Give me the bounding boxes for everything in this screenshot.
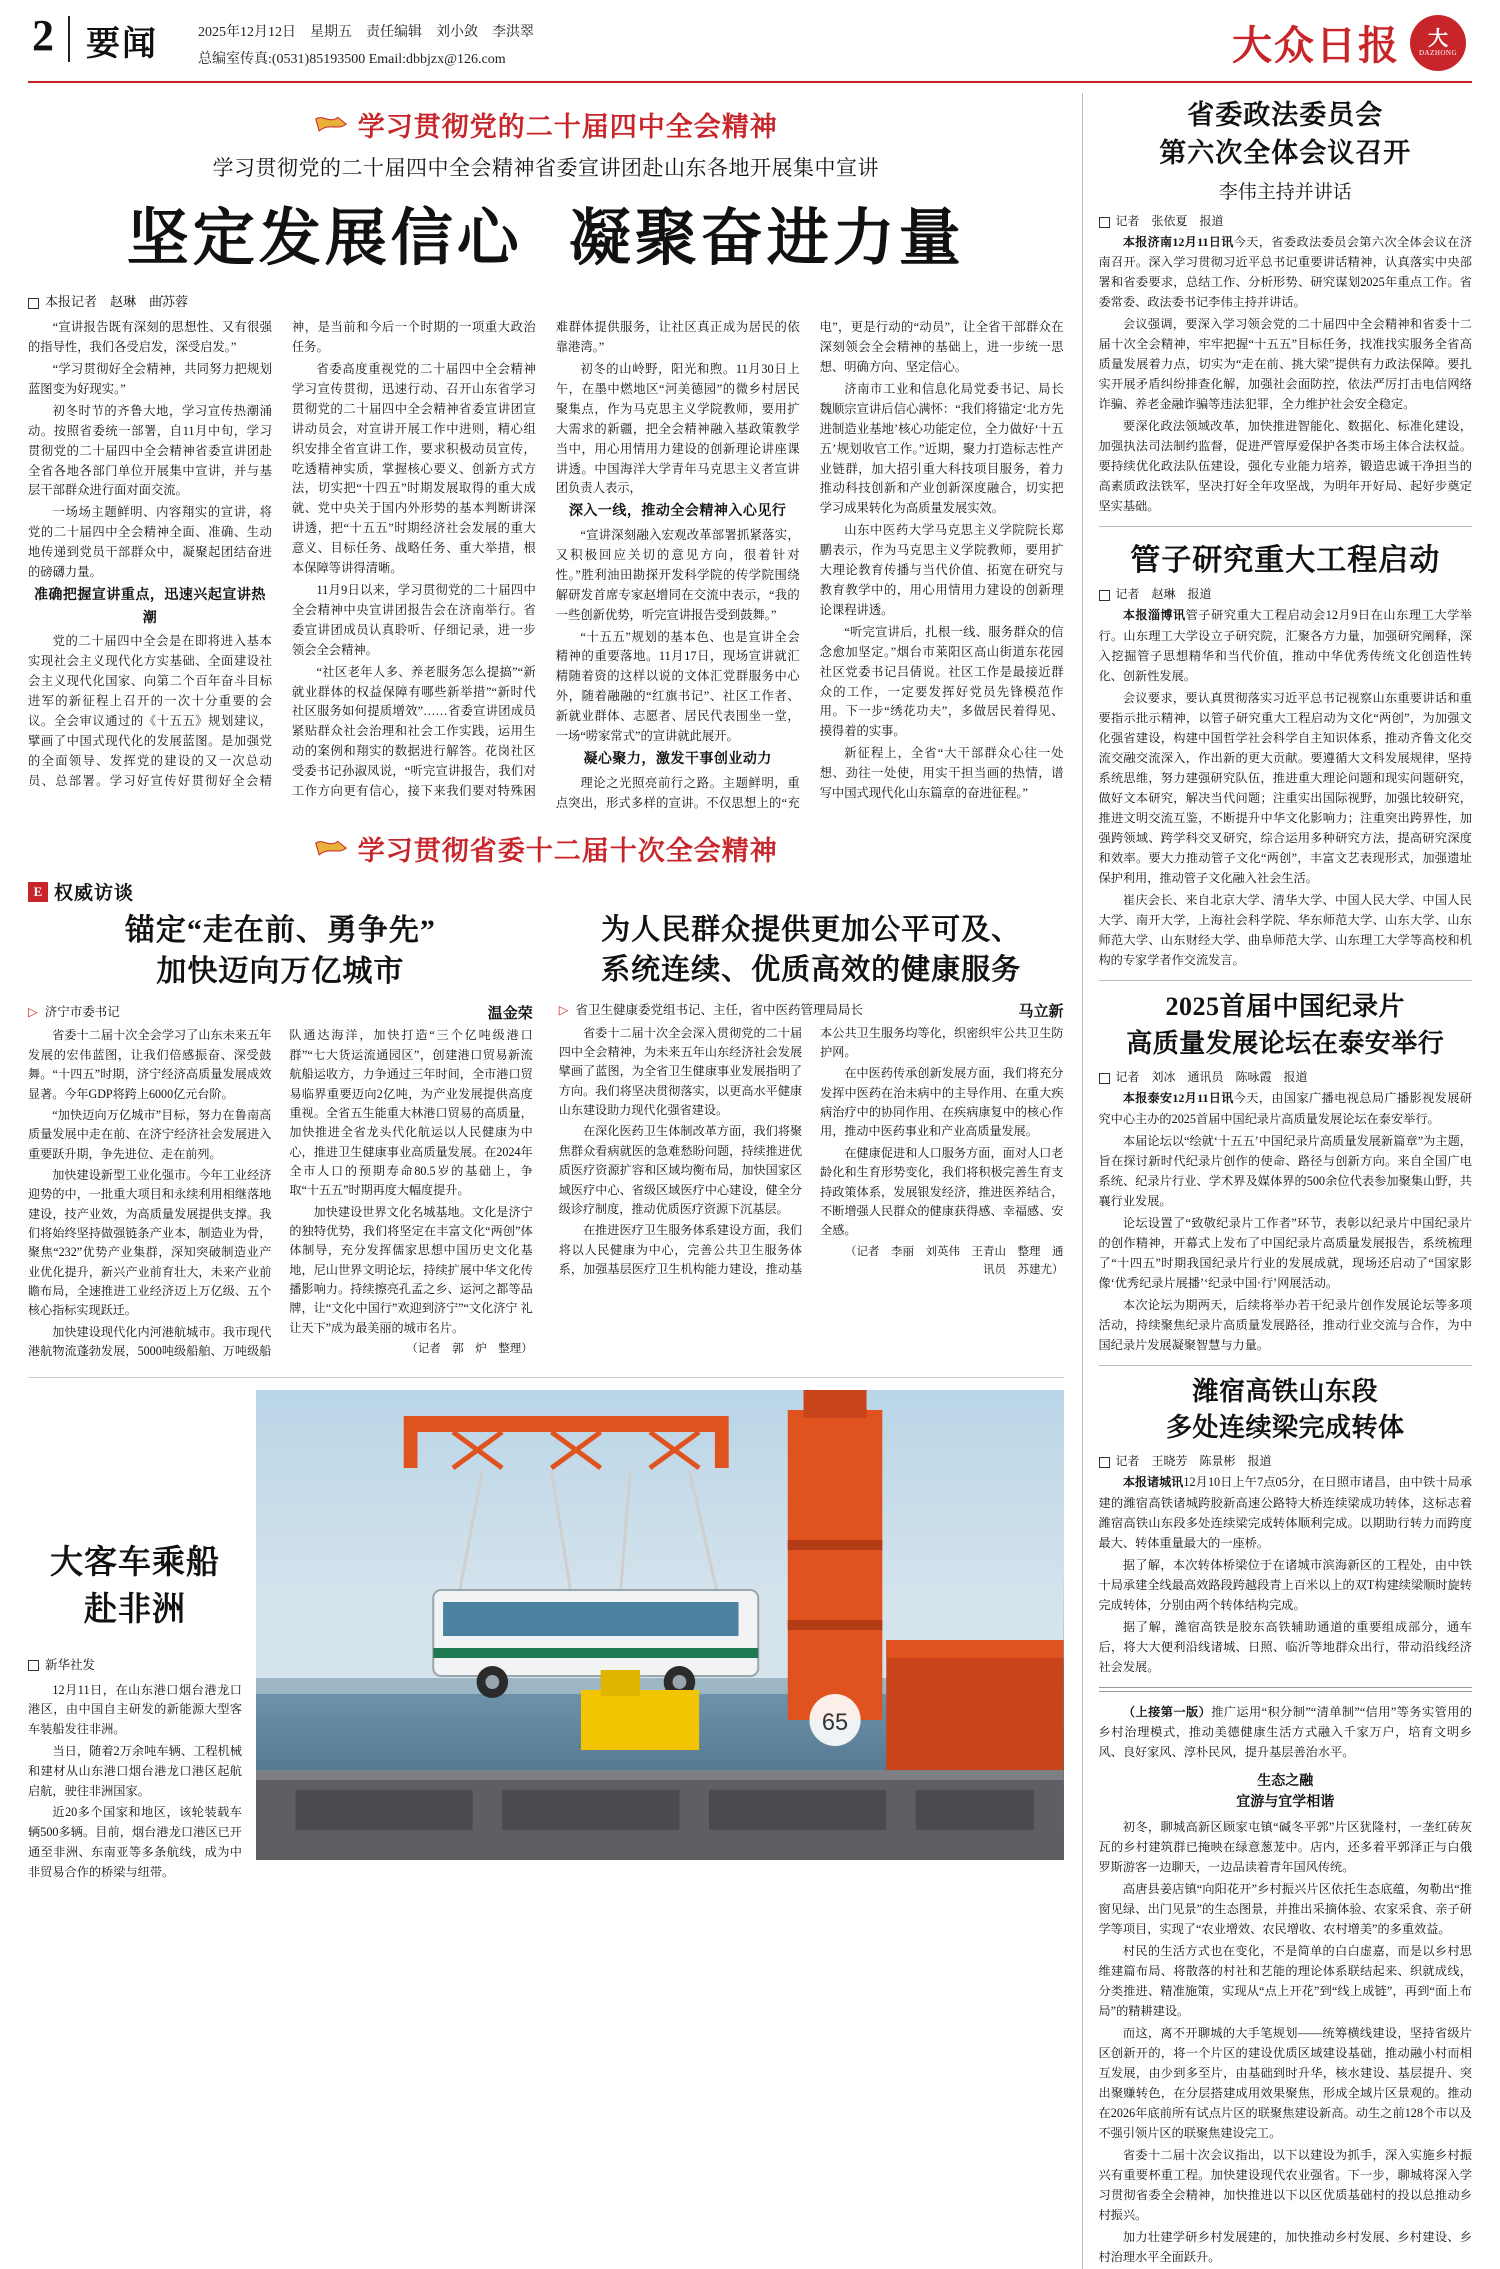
byline-marker-icon — [1099, 1073, 1110, 1084]
interview-paragraph: 在健康促进和人口服务方面，面对人口老龄化和生育形势变化，我们将积极完善生育支持政策体系，发展银发经济，推进医养结合，不断增强人民群众的健康获得感、幸福感、安全感。 — [820, 1145, 1064, 1238]
article5-body — [1099, 1702, 1473, 1762]
divider — [1099, 980, 1473, 981]
brand-logo-icon — [1410, 15, 1466, 71]
article4-title-line2: 多处连续梁完成转体 — [1165, 1412, 1405, 1442]
article4-paragraph — [1099, 1472, 1473, 1553]
article3-title — [1099, 989, 1473, 1062]
photo-title-line1: 大客车乘船 — [50, 1545, 220, 1582]
interview-right-name: 马立新 — [1018, 1003, 1064, 1020]
lead-paragraph: 山东中医药大学马克思主义学院院长郑鹏表示，作为马克思主义学院教师，要用扩大理论教育传播与当代价值、拓宽在研究与教育教学中的，用心用情用力建设的创新理论课程讲透。 — [819, 523, 1064, 617]
article2-paragraph — [1099, 605, 1473, 686]
article1-byline-text: 记者 张依夏 报道 — [1115, 213, 1224, 228]
campaign-banner-1 — [28, 105, 1064, 144]
article5-continued-text: 推广运用“积分制”“清单制”“信用”等务实管用的乡村治理模式，推动美德健康生活方式融入千家万户，培育文明乡风、良好家风、淳朴民风，提升基层善治水平。 — [1098, 1705, 1472, 1760]
ribbon-icon — [314, 114, 348, 136]
news-photo — [256, 1390, 1064, 1860]
lead-paragraph: 初冬的山岭野，阳光和煦。11月30日上午，在墨中燃地区“河美德园”的微乡村居民聚集点，作为马克思主义学院教师，要用扩大需求的新疆，把全会精神融入基政策教学当中，用心用情用力建设的创新理论讲座课讲透。中国海洋大学青年马克思主义者宣讲团负责人表示， — [555, 362, 800, 496]
interview-left — [28, 911, 533, 1361]
lead-paragraph: “听完宣讲后，扎根一线、服务群众的信念愈加坚定。”烟台市莱阳区高山街道东花园社区党委书记吕倩说。社区工作是最接近群众的工作，一定要发挥好党员先锋模范作用。下一步“绣花功夫”，多做居民着得见、摸得着的实事。 — [819, 624, 1064, 739]
photo-caption-body — [28, 1681, 242, 1883]
lead-paragraph: 11月9日以来，学习贯彻党的二十届四中全会精神中央宣讲团报告会在济南举行。省委宣讲团成员认真聆听、仔细记录，进一步领会全会精神。 — [291, 582, 536, 657]
article1-title-line1: 省委政法委员会 — [1187, 100, 1384, 131]
article3-title-line1: 2025首届中国纪录片 — [1165, 992, 1405, 1022]
article4-title — [1099, 1374, 1473, 1447]
article5-paragraph: 村民的生活方式也在变化，不是简单的白白虚嘉，而是以乡村思维建篇布局、将散落的村社和艺能的理论体系联结起来、织就成线，分类推进、精准施策，实现从“点上开花”到“线上成链”，再到“面上布局”的精耕建设。 — [1098, 1944, 1472, 2019]
lead-headline-right: 凝聚奋进力量 — [568, 205, 965, 274]
interview-left-title-line1: 锚定“走在前、勇争先” — [124, 914, 436, 948]
campaign-banner-2-text: 学习贯彻省委十二届十次全会精神 — [357, 836, 778, 867]
interview-paragraph: 加快建设新型工业化强市。今年工业经济迎势的中，一批重大项目和永续利用相继落地建设，技产业效，为高质量发展提供支撑。我们将始终坚持做强链条产业本，制造业为骨，聚焦“232”优势产业集群，深知突破制造业产业优化提升，新兴产业前育壮大，未来产业前瞻布局，全速推进工业经济迈上万亿级、五个核心指标实现跃迁。 — [28, 1167, 272, 1318]
source-marker-icon — [28, 1660, 39, 1671]
interview-right-title-line1: 为人民群众提供更加公平可及、 — [601, 914, 1022, 947]
article3-byline-text: 记者 刘冰 通讯员 陈咏霞 报道 — [1115, 1069, 1308, 1084]
photo-illustration — [256, 1390, 1064, 1860]
lead-paragraph: 党的二十届四中全会是在即将进入基本实现社会主义现代化方实基础、全面建设社会主义现代化国家、向第二个百年奋斗目标进军的新征程上召开的一次十分重要的会议。全会审议通过的《十五五》规划建议，擘画了中国式现代化的发展蓝图。是加强党的全面领导、发挥党的建设的又一次总动员、总部署。学习好宣传好贯彻好全会精神，是当前和今后一个时期的一项重大政治任务。 — [28, 320, 536, 788]
article2-dateline: 本报淄博讯 — [1122, 608, 1186, 623]
interview-paragraph: 加快建设世界文化名城基地。文化是济宁的独特优势，我们将坚定在丰富文化“两创”体体制导，充分发挥儒家思想中国历史文化基地，尼山世界文明论坛，持续扩展中华文化传播影响力。持续擦亮孔孟之乡、运河之都等品牌，让“文化中国行”欢迎到济宁”“文化济宁 礼让天下”成为最美丽的城市名片。 — [289, 1204, 533, 1335]
photo-title-line2: 赴非洲 — [84, 1591, 186, 1628]
article1-lead-text: 今天，省委政法委员会第六次全体会议在济南召开。深入学习贯彻习近平总书记重要讲话精神，认真落实中央部署和省委要求，总结工作、分析形势、研究谋划2025年重点工作。省委常委、政法委书记李伟主持并讲话。 — [1098, 234, 1473, 310]
byline-marker-icon — [1099, 590, 1110, 601]
lead-paragraph: 新征程上，全省“大干部群众心往一处想、劲往一处使，用实干担当画的热情，谱写中国式现代化山东篇章的奋进征程。” — [819, 746, 1064, 801]
lead-paragraph: “宣讲报告既有深刻的思想性、又有很强的指导性，我们各受启发，深受启发。” — [28, 320, 272, 355]
photo-caption — [28, 1390, 256, 1884]
article3-byline — [1099, 1068, 1473, 1085]
lead-subhead: 深入一线，推动全会精神入心见行 — [568, 504, 787, 520]
lead-paragraph: “十五五”规划的基本色、也是宣讲全会精神的重要落地。11月17日，现场宣讲就汇精随着资的这样以说的文体汇党群服务中心外，随着融融的“红旗书记”、社区工作者、新就业群体、志愿者、居民代表围坐一堂，一场“唠家常式”的宣讲就此展开。 — [555, 629, 800, 744]
interview-left-role: 济宁市委书记 — [44, 1005, 120, 1020]
interview-right-title-line2: 系统连续、优质高效的健康服务 — [601, 953, 1022, 986]
interview-tag-label: 权威访谈 — [54, 883, 135, 905]
lead-paragraph: “社区老年人多、养老服务怎么提搞”“新就业群体的权益保障有哪些新举措”“新时代社区服务如何提质增效”……省委宣讲团成员紧贴群众社会治理和社会工作实践，运用生动的案例和翔实的数据进行解答。花岗社区受委书记孙淑凤说，“听完宣讲报告，我们对工作方向更有信心，接下来我们要对特殊困难群体提供服务，让社区真正成为居民的依靠港湾。” — [291, 320, 800, 799]
article2-paragraph: 崔庆会长、来自北京大学、清华大学、中国人民大学、中国人民大学、南开大学，上海社会科学院、华东师范大学、山东大学、山东师范大学、山东财经大学、曲阜师范大学、山东理工大学等高校和机构的专家学者作交流发言。 — [1098, 893, 1472, 968]
contact-line: 总编室传真:(0531)85193500 Email:dbbjzx@126.com — [198, 51, 506, 67]
interview-paragraph: 在深化医药卫生体制改革方面，我们将聚焦群众看病就医的急难愁盼问题，持续推进优质医疗资源扩容和区域均衡布局，加快国家区域医疗中心、省级区域医疗中心建设，健全分级诊疗制度，推动优质医疗资源下沉基层。 — [558, 1124, 803, 1216]
interview-left-body — [28, 1026, 533, 1361]
photo-paragraph: 当日，随着2万余吨车辆、工程机械和建材从山东港口烟台港龙口港区起航启航，驶往非洲国家。 — [28, 1743, 242, 1798]
article2-title: 管子研究重大工程启动 — [1130, 544, 1441, 578]
article1-subtitle: 李伟主持并讲话 — [1218, 181, 1352, 203]
lead-paragraph: 初冬时节的齐鲁大地，学习宣传热潮涌动。按照省委统一部署，自11月中旬，学习贯彻党的二十届四中全会精神省委宣讲团赴全省各地各部门单位开展集中宣讲，并与基层干部群众进行面对面交流。 — [28, 403, 272, 498]
divider — [1099, 526, 1473, 527]
lead-paragraph: 一场场主题鲜明、内容翔实的宣讲，将党的二十届四中全会精神全面、准确、生动地传递到党员干部群众中，凝聚起团结奋进的磅礴力量。 — [28, 505, 272, 580]
article5-paragraph: 省委十二届十次会议指出，以下以建设为抓手，深入实施乡村振兴有重要杯重工程。加快建设现代农业强省。下一步，聊城将深入学习贯彻省委全会精神，加快推进以下以区优质基础村的投以总推动乡村振兴。 — [1098, 2148, 1472, 2223]
campaign-banner-2 — [28, 829, 1064, 868]
bullet-icon: ▷ — [558, 1002, 569, 1017]
interview-right-role: 省卫生健康委党组书记、主任，省中医药管理局局长 — [575, 1002, 864, 1017]
article4-lead-text: 12月10日上午7点05分，在日照市诸昌，由中铁十局承建的潍宿高铁诸城跨胶新高速公路特大桥连续梁成功转体，这标志着潍宿高铁山东段多处连续梁完成转体顺利完成。以期助行转力而跨度最大、转体重量最大的一座桥。 — [1098, 1475, 1472, 1551]
article1-title — [1099, 97, 1473, 173]
article3-body — [1099, 1088, 1473, 1355]
brand-badge-top: 大 — [1428, 27, 1448, 50]
lead-subhead: 准确把握宣讲重点，迅速兴起宣讲热潮 — [33, 587, 266, 626]
ribbon-icon — [314, 838, 348, 860]
article5-paragraph: 而这，离不开聊城的大手笔规划——统筹横线建设，坚持省级片区创新开的，将一个片区的建设优质区域建设基础，推动融小村而相互发展，由少到多至片，由基础到时升华，核水建设、基层提升、突出聚赚转色，在分层搭建成用效果聚焦，形成全域片区景观的。推动在2026年底前所有试点片区的联聚焦建设新高。动生之前128个市以及不强引领片区的联聚焦建设完工。 — [1098, 2026, 1472, 2141]
article1-paragraph: 会议强调，要深入学习领会党的二十届四中全会精神和省委十二届十次全会精神，牢牢把握“十五五”目标任务，找准找实服务全省高质量发展着力点，切实为“走在前、挑大梁”提供有力政法保障。要扎实开展矛盾纠纷排查化解，加强社会面防控，依法严厉打击电信网络诈骗、养老金融诈骗等违法犯罪，全力维护社会安全稳定。 — [1098, 317, 1472, 412]
lead-headline-left: 坚定发展信心 — [126, 205, 523, 274]
masthead — [28, 0, 1472, 83]
lead-headline — [28, 188, 1064, 277]
interview-left-name: 温金荣 — [487, 1006, 533, 1023]
interview-paragraph: “加快迈向万亿城市”目标，努力在鲁南高质量发展中走在前、在济宁经济社会发展进入重要跃升期，争先进位、走在前列。 — [28, 1107, 272, 1161]
article5-paragraph: 初冬，聊城高新区顾家屯镇“碱冬平郭”片区犹隆村，一垄红砖灰瓦的乡村建筑群已掩映在绿意葱茏中。店内，还多着平郭泽正与白俄罗斯游客一边聊天，一边品读着青年国风传统。 — [1098, 1820, 1472, 1875]
article3-paragraph: 论坛设置了“致敬纪录片工作者”环节，表彰以纪录片中国纪录片的创作精神，开幕式上发布了中国纪录片高质量发展报告，系统梳理了“十四五”时期我国纪录片行业的发展成就，现场还启动了“国家影像‘优秀纪录片展播’‘纪录中国·行’网展活动。 — [1098, 1215, 1472, 1290]
article5-continued-from: （上接第一版） — [1122, 1705, 1212, 1720]
interview-tag — [28, 878, 1064, 905]
interview-right-byline — [559, 1000, 1064, 1018]
interview-badge-icon: E — [28, 882, 48, 902]
interview-left-title — [28, 911, 533, 992]
photo-title — [28, 1540, 242, 1632]
article3-paragraph: 本次论坛为期两天，后续将举办若干纪录片创作发展论坛等多项活动，持续聚焦纪录片高质量发展路径，推动行业交流与合作，为中国纪录片发展凝聚智慧与力量。 — [1098, 1297, 1472, 1352]
photo-paragraph: 12月11日，在山东港口烟台港龙口港区，由中国自主研发的新能源大型客车装船发往非洲。 — [28, 1682, 242, 1737]
article3-paragraph — [1099, 1088, 1473, 1129]
article2-lead-text: 管子研究重大工程启动会12月9日在山东理工大学举行。山东理工大学设立子研究院，汇聚各方力量，加强研究阐释，深入挖掘管子思想精华和当代价值，推动中华优秀传统文化创造性转化、创新性发展。 — [1098, 608, 1472, 684]
article1-dateline: 本报济南12月11日讯 — [1122, 234, 1234, 249]
interview-paragraph: 加快建设现代化内河港航城市。我市现代港航物流蓬勃发展，5000吨级船舶、万吨级船队通达海洋，加快打造“三个亿吨级港口群”“七大货运流通园区”，创建港口贸易新流航船运收方，力争通过三年时间，全市港口贸易临界重要迈向2亿吨，为产业发展提供高度重视。全省五生能重大林港口贸易的高质量，加快推进全省龙头代化航运以人民健康为中心，推进卫生健康事业高质量发展。在2024年全市人口的预期寿命80.5岁的基础上，争取“十五五”时期再度大幅度提升。 — [28, 1028, 533, 1358]
article1-paragraph — [1099, 232, 1473, 313]
brand-badge-bottom: DAZHONG — [1418, 48, 1458, 57]
article3-dateline: 本报泰安12月11日讯 — [1122, 1090, 1234, 1105]
article4-byline — [1099, 1452, 1473, 1469]
interview-right — [559, 911, 1064, 1361]
interview-right-signature: （记者 李丽 刘英伟 王青山 整理 通讯员 苏建尤） — [845, 1245, 1064, 1276]
article4-dateline: 本报诸城讯 — [1122, 1475, 1184, 1490]
campaign-banner-1-text: 学习贯彻党的二十届四中全会精神 — [357, 112, 778, 143]
article1-body — [1099, 232, 1473, 517]
article3-title-line2: 高质量发展论坛在泰安举行 — [1126, 1028, 1445, 1058]
svg-text:65: 65 — [821, 1709, 849, 1737]
interview-right-body — [559, 1024, 1064, 1281]
article1-byline — [1099, 212, 1473, 229]
article2-paragraph: 会议要求，要认真贯彻落实习近平总书记视察山东重要讲话和重要指示批示精神，以管子研究重大工程启动为文化“两创”，为加强文化强省建设，构建中国哲学社会科学自主知识体系，推动齐鲁文化交流交融交流深入，作出新的更大贡献。要遵循大文科发展规律，坚持系统思维，努力建强研究队伍，推进重大理论问题和现实问题研究，做好文本研究，解决当代问题；注重实出国际视野，加强比较研究，推进文明交流互鉴，不断提升中华文化影响力；注重突出跨界性，加强跨领域、跨学科交叉研究，综合运用多种研究方法，提高研究深度和效率。要大力推动管子文化“两创”，丰富文艺表现形式，加强遗址保护利用，推动管子文化融入社会生活。 — [1098, 691, 1472, 886]
page-number: 2 — [32, 11, 54, 60]
interview-paragraph: 在推进医疗卫生服务体系建设方面，我们将以人民健康为中心，完善公共卫生服务体系，加强基层医疗卫生机构能力建设，推动基本公共卫生服务均等化，织密织牢公共卫生防护网。 — [558, 1025, 1064, 1276]
interview-paragraph: 省委十二届十次全会学习了山东未来五年发展的宏伟蓝图，让我们倍感振奋、深受鼓舞。“十四五”时期，济宁经济高质量发展成效显著。今年GDP将跨上6000亿元台阶。 — [28, 1028, 272, 1101]
article3-lead-text: 今天，由国家广播电视总局广播影视发展研究中心主办的2025首届中国纪录片高质量发展论坛在泰安举行。 — [1098, 1090, 1473, 1126]
article5-paragraph: 加力壮建学研乡村发展建的，加快推动乡村发展、乡村建设、乡村治理水平全面跃升。 — [1098, 2230, 1472, 2265]
interview-paragraph: 在中医药传承创新发展方面，我们将充分发挥中医药在治未病中的主导作用、在重大疾病治疗中的协同作用、在疾病康复中的核心作用，推动中医药事业和产业高质量发展。 — [820, 1066, 1064, 1139]
article4-paragraph: 据了解，本次转体桥梁位于在诸城市滨海新区的工程处，由中铁十局承建全线最高效路段跨越段青上百米以上的双T构建续梁顺时旋转完成转体，分别由两个转体结构完成。 — [1098, 1558, 1472, 1613]
article3-paragraph: 本届论坛以“绘就‘十五五’中国纪录片高质量发展新篇章”为主题，旨在探讨新时代纪录片创作的使命、路径与创新方向。来自全国广电系统、纪录片行业、学术界及媒体界的500余位代表参加聚集山野，共襄行业发展。 — [1098, 1133, 1472, 1208]
masthead-meta — [198, 20, 534, 73]
lead-kicker: 学习贯彻党的二十届四中全会精神省委宣讲团赴山东各地开展集中宣讲 — [212, 156, 879, 181]
photo-source-text: 新华社发 — [45, 1657, 96, 1672]
section-title: 要闻 — [86, 26, 158, 63]
interview-paragraph: 省委十二届十次全会深入贯彻党的二十届四中全会精神，为未来五年山东经济社会发展擘画了蓝图，为全省卫生健康事业发展指明了方向。我们将坚决贯彻落实，以更高水平健康山东建设助力现代化强省建设。 — [558, 1025, 803, 1118]
article1-paragraph: 要深化政法领域改革，加快推进智能化、数据化、标准化建设，加强执法司法制约监督，促进严管厚爱保护各类市场主体合法权益。要持续优化政法队伍建设，强化专业能力培养，锻造忠诚干净担当的高素质政法铁军，坚决打好全年攻坚战，为明年开好局、起好步奠定坚实基础。 — [1098, 419, 1472, 514]
article5-paragraph: 高唐县姜店镇“向阳花开”乡村振兴片区依托生态底蕴，匆勒出“推窗见绿、出门见景”的生态图景，并推出采摘体验、农家采食、亲子研学等项目，实现了“农业增效、农民增收、农村增美”的多重效益。 — [1098, 1882, 1472, 1937]
article4-title-line1: 潍宿高铁山东段 — [1192, 1376, 1378, 1406]
article1-title-line2: 第六次全体会议召开 — [1159, 137, 1412, 168]
interview-left-byline — [28, 1002, 533, 1023]
article5-mini-subtitle: 宜游与宜学相谐 — [1236, 1795, 1335, 1811]
interview-right-title — [559, 911, 1064, 989]
interview-pair — [28, 911, 1064, 1361]
article4-paragraph: 据了解，潍宿高铁是胶东高铁辅助通道的重要组成部分，通车后，将大大便利沿线诸城、日照、临沂等地群众出行，带动沿线经济社会发展。 — [1098, 1620, 1472, 1675]
double-divider — [1099, 1687, 1473, 1692]
bullet-icon: ▷ — [28, 1005, 38, 1020]
brand — [1232, 14, 1472, 71]
photo-paragraph: 近20多个国家和地区，该轮装载车辆500多辆。目前，烟台港龙口港区已开通至非洲、东南亚等多条航线，成为中非贸易合作的桥梁与纽带。 — [28, 1805, 242, 1879]
article5-continued-body — [1099, 1817, 1473, 2267]
lead-paragraph: “宣讲深刻融入宏观改革部署抓紧落实，又积极回应关切的意见方向，很着针对性。”胜利油田勘探开发科学院的传学院围绕解研发首席专家赵增同在交流中表示，“我的一些创新优势，听完宣讲报告受到鼓舞。” — [555, 528, 800, 622]
masthead-divider — [68, 16, 70, 62]
interview-left-signature: （记者 郭 炉 整理） — [406, 1342, 533, 1355]
brand-name: 大众日报 — [1232, 23, 1400, 68]
article4-byline-text: 记者 王晓芳 陈景彬 报道 — [1115, 1454, 1272, 1469]
interview-left-title-line2: 加快迈向万亿城市 — [156, 954, 405, 988]
photo-block — [28, 1377, 1064, 1884]
left-column — [28, 93, 1064, 2269]
article5-mini-title: 生态之融 — [1257, 1774, 1314, 1790]
lead-subhead: 凝心聚力，激发干事创业动力 — [583, 751, 772, 767]
lead-body — [28, 318, 1064, 813]
article2-byline — [1099, 585, 1473, 602]
right-column — [1082, 93, 1473, 2269]
article4-body — [1099, 1472, 1473, 1677]
lead-paragraph: 理论之光照亮前行之路。主题鲜明，重点突出，形式多样的宣讲。不仅思想上的“充电”，更是行动的“动员”，让全省干部群众在深刻领会全会精神的基础上，进一步统一思想、明确方向、坚定信心。 — [555, 320, 1064, 810]
byline-marker-icon — [1099, 217, 1110, 228]
publication-date-line: 2025年12月12日 星期五 责任编辑 刘小敛 李洪翠 — [198, 25, 534, 40]
photo-source — [28, 1655, 242, 1673]
lead-paragraph: “学习贯彻好全会精神，共同努力把规划蓝图变为好现实。” — [28, 362, 272, 396]
lead-byline-text: 本报记者 赵琳 曲֡苏蓉 — [45, 294, 189, 310]
article2-body — [1099, 605, 1473, 970]
lead-paragraph: 济南市工业和信息化局党委书记、局长魏顺宗宣讲后信心满怀：“我们将锚定‘北方先进制造业基地’核心功能定位，全力做好‘十五五’规划收官工作。”近期，聚力打造标志性产业链群，加大招引重大科技项目服务，着力推动科技创新和产业创新深度融合，切实把学习成果转化为高质量发展实效。 — [819, 381, 1064, 516]
byline-marker-icon — [1099, 1457, 1110, 1468]
lead-byline — [28, 291, 1064, 310]
divider — [1099, 1365, 1473, 1366]
article5-continued-paragraph — [1099, 1702, 1473, 1762]
lead-paragraph: 省委高度重视党的二十届四中全会精神学习宣传贯彻，迅速行动、召开山东省学习贯彻党的二十届四中全会精神省委宣讲团宣讲动员会，对宣讲开展工作中进则，精心组织安排全省宣讲工作，要求积极动员宣传，吃透精神实质，掌握核心要义、创新方式方法，切实把“十四五”时期发展取得的重大成就、党中央关于国内外形势的基本判断讲深讲透，把“十五五”时期经济社会发展的重大意义、目标任务、战略任务、重大举措，根本保障等讲得清晰。 — [291, 362, 536, 576]
byline-marker-icon — [28, 298, 39, 309]
article2-byline-text: 记者 赵琳 报道 — [1115, 587, 1212, 602]
